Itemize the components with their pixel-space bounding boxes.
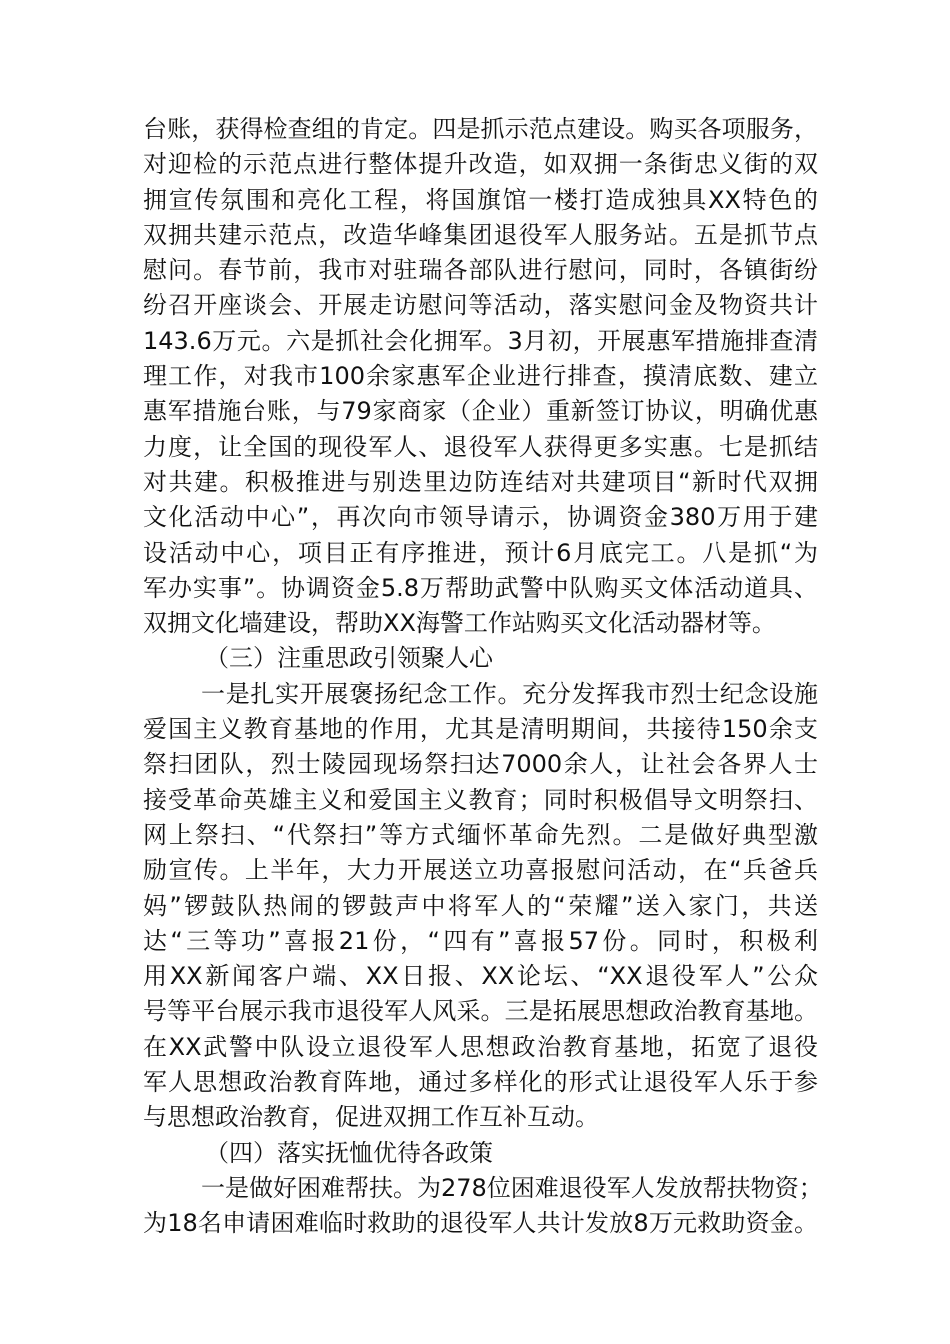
- text-line: 军办实事”。协调资金5.8万帮助武警中队购买文体活动道具、: [143, 573, 818, 602]
- text-line: 祭扫团队，烈士陵园现场祭扫达7000余人，让社会各界人士: [143, 750, 818, 779]
- text-line: 与思想政治教育，促进双拥工作互补互动。: [143, 1103, 599, 1132]
- text-line: 号等平台展示我市退役军人风采。三是拓展思想政治教育基地。: [143, 997, 818, 1026]
- text-line: 143.6万元。六是抓社会化拥军。3月初，开展惠军措施排查清: [143, 326, 818, 355]
- text-line: 一是扎实开展褒扬纪念工作。充分发挥我市烈士纪念设施: [201, 679, 818, 708]
- text-line: 理工作，对我市100余家惠军企业进行排查，摸清底数、建立: [143, 362, 818, 391]
- section-heading: （四）落实抚恤优待各政策: [205, 1138, 493, 1167]
- text-line: 妈”锣鼓队热闹的锣鼓声中将军人的“荣耀”送入家门，共送: [143, 891, 818, 920]
- text-line: 在XX武警中队设立退役军人思想政治教育基地，拓宽了退役: [143, 1032, 818, 1061]
- text-line: 对迎检的示范点进行整体提升改造，如双拥一条街忠义街的双: [143, 150, 818, 179]
- text-line: 接受革命英雄主义和爱国主义教育；同时积极倡导文明祭扫、: [143, 785, 818, 814]
- text-line: 设活动中心，项目正有序推进，预计6月底完工。八是抓“为: [143, 538, 818, 567]
- text-line: 力度，让全国的现役军人、退役军人获得更多实惠。七是抓结: [143, 432, 818, 461]
- text-line: 达“三等功”喜报21份，“四有”喜报57份。同时，积极利: [143, 926, 818, 955]
- document-body: [143, 112, 823, 1242]
- text-line: 爱国主义教育基地的作用，尤其是清明期间，共接待150余支: [143, 715, 818, 744]
- text-line: 纷召开座谈会、开展走访慰问等活动，落实慰问金及物资共计: [143, 291, 818, 320]
- text-line: 文化活动中心”，再次向市领导请示，协调资金380万用于建: [143, 503, 818, 532]
- text-line: 对共建。积极推进与别迭里边防连结对共建项目“新时代双拥: [143, 467, 818, 496]
- section-heading: （三）注重思政引领聚人心: [205, 644, 493, 673]
- text-line: 军人思想政治教育阵地，通过多样化的形式让退役军人乐于参: [143, 1068, 818, 1097]
- text-line: 台账，获得检查组的肯定。四是抓示范点建设。购买各项服务，: [143, 115, 818, 143]
- text-line: 网上祭扫、“代祭扫”等方式缅怀革命先烈。二是做好典型激: [143, 820, 818, 849]
- text-line: 慰问。春节前，我市对驻瑞各部队进行慰问，同时，各镇街纷: [143, 256, 818, 285]
- text-line: 一是做好困难帮扶。为278位困难退役军人发放帮扶物资；: [201, 1173, 823, 1202]
- text-line: 惠军措施台账，与79家商家（企业）重新签订协议，明确优惠: [143, 397, 818, 426]
- text-line: 拥宣传氛围和亮化工程，将国旗馆一楼打造成独具XX特色的: [143, 185, 818, 214]
- text-line: 双拥文化墙建设，帮助XX海警工作站购买文化活动器材等。: [143, 609, 776, 638]
- text-line: 双拥共建示范点，改造华峰集团退役军人服务站。五是抓节点: [143, 220, 818, 249]
- text-line: 为18名申请困难临时救助的退役军人共计发放8万元救助资金。: [143, 1209, 818, 1238]
- text-line: 励宣传。上半年，大力开展送立功喜报慰问活动，在“兵爸兵: [143, 856, 818, 885]
- text-line: 用XX新闻客户端、XX日报、XX论坛、“XX退役军人”公众: [143, 962, 818, 991]
